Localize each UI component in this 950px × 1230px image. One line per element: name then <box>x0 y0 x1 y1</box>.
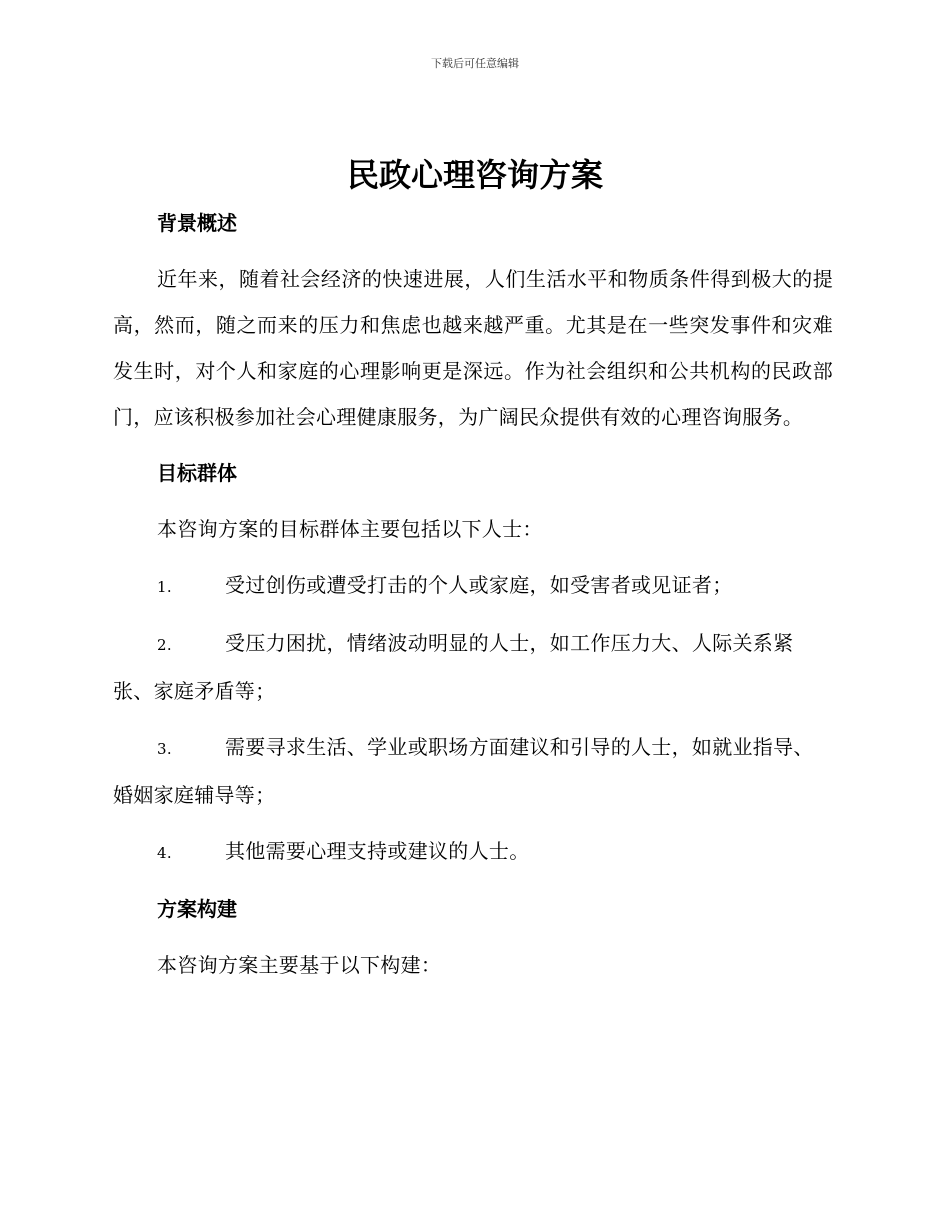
list-item-number: 2. <box>157 636 172 654</box>
paragraph-background: 近年来，随着社会经济的快速进展，人们生活水平和物质条件得到极大的提高，然而，随之而来的压力和焦虑也越来越严重。尤其是在一些突发事件和灾难发生时，对个人和家庭的心理影响更是深远。作为社会组织和公共机构的民政部门，应该积极参加社会心理健康服务，为广阔民众提供有效的心理咨询服务。 <box>113 267 833 429</box>
document-body <box>113 200 833 988</box>
list-item <box>113 620 833 714</box>
paragraph-construction-intro: 本咨询方案主要基于以下构建： <box>157 953 442 977</box>
list-item-number: 4. <box>157 844 172 862</box>
list-item-text: 需要寻求生活、学业或职场方面建议和引导的人士，如就业指导、婚姻家庭辅导等； <box>113 735 814 807</box>
list-item <box>113 562 833 610</box>
section-heading-background: 背景概述 <box>157 211 237 235</box>
section-heading-construction: 方案构建 <box>157 897 237 921</box>
list-item-text: 其他需要心理支持或建议的人士。 <box>225 839 530 863</box>
list-item-number: 3. <box>157 740 172 758</box>
list-item-number: 1. <box>157 578 172 596</box>
list-item <box>113 828 833 876</box>
list-item-text: 受过创伤或遭受打击的个人或家庭，如受害者或见证者； <box>225 573 733 597</box>
header-note: 下载后可任意编辑 <box>431 57 519 70</box>
list-item-text: 受压力困扰，情绪波动明显的人士，如工作压力大、人际关系紧张、家庭矛盾等； <box>113 631 794 703</box>
list-item <box>113 724 833 818</box>
section-heading-target: 目标群体 <box>157 461 237 485</box>
document-title: 民政心理咨询方案 <box>346 156 603 194</box>
paragraph-target-intro: 本咨询方案的目标群体主要包括以下人士： <box>157 517 543 541</box>
